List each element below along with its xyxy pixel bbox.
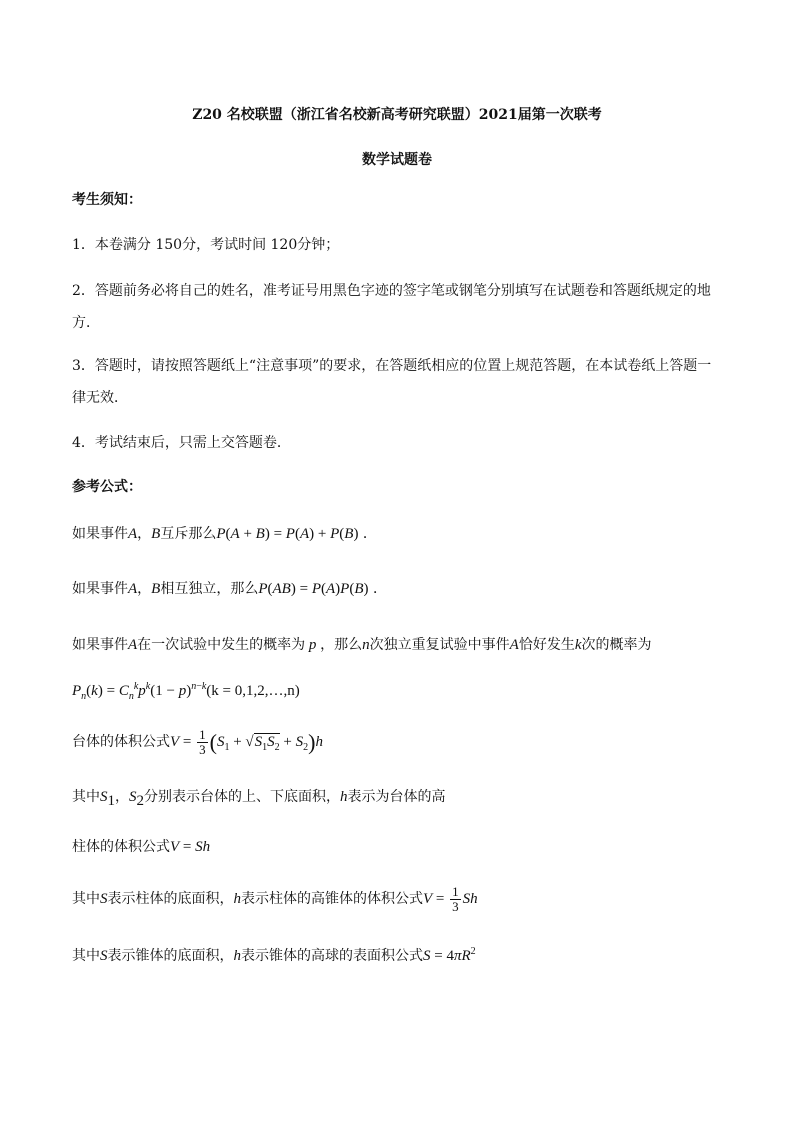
formula-8-prefix: 其中: [72, 890, 100, 907]
area-s: S: [100, 948, 108, 964]
formula-3-c: ，那么: [320, 637, 363, 653]
formula-2-mid: 相互独立，那么: [160, 581, 259, 597]
formula-3-a: 如果事件: [72, 637, 128, 653]
fraction-one-third: $\frac{1}{3}$: [452, 884, 459, 914]
formula-9-mid: 表示锥体的底面积，: [107, 948, 234, 964]
formula-8-end: 表示柱体的高锥体的体积公式: [241, 890, 423, 907]
notice-item-3-cont: 律无效．: [72, 390, 128, 406]
formula-8-expr: V = $\frac{1}{3}$ Sh: [423, 884, 478, 914]
area-s: S: [100, 890, 108, 907]
formula-5-prefix: 台体的体积公式: [72, 733, 170, 750]
formula-2-sep: ，: [137, 581, 152, 597]
formula-4-range: (k = 0,1,2,…,n): [206, 683, 300, 699]
height-h: h: [340, 789, 348, 805]
formula-mutually-exclusive: 如果事件A，B互斥那么P(A + B) = P(A) + P(B) ．: [72, 526, 377, 542]
count-k: k: [574, 637, 582, 653]
formula-1-expr: P(A + B) = P(A) + P(B): [216, 526, 359, 542]
formula-3-e: 恰好发生: [518, 637, 575, 653]
event-a: A: [128, 637, 138, 653]
notice-item-2-cont: 方．: [72, 315, 100, 331]
event-a: A: [128, 526, 138, 542]
formula-frustum-note: 其中$S_1$，$S_2$分别表示台体的上、下底面积，h表示为台体的高: [72, 789, 446, 809]
notice-item-3: 3．答题时，请按照答题纸上“注意事项”的要求，在答题纸相应的位置上规范答题，在本试卷纸上答题一: [72, 358, 712, 374]
area-s2: S: [129, 789, 137, 805]
formula-prism-volume: [72, 837, 210, 857]
formula-8-mid: 表示柱体的底面积，: [107, 890, 234, 907]
formula-5-expr: V = $\frac{1}{3}$ $(S_1 + √S_1S_2 + S_2)h$: [170, 727, 323, 757]
area-s1: S: [100, 789, 108, 805]
formula-9-end: 表示锥体的高球的表面积公式: [241, 948, 423, 964]
formula-1-prefix: 如果事件: [72, 526, 128, 542]
event-b: B: [151, 526, 161, 542]
formula-6-mid: 分别表示台体的上、下底面积，: [144, 789, 340, 805]
formula-7-expr: V = Sh: [170, 839, 211, 855]
formula-6-end: 表示为台体的高: [347, 789, 446, 805]
formula-frustum-volume: [72, 728, 323, 758]
fraction-one-third: $\frac{1}{3}$: [199, 727, 206, 757]
formula-independent: 如果事件A，B相互独立，那么P(AB) = P(A)P(B) ．: [72, 581, 387, 597]
exam-subtitle: 数学试题卷: [362, 152, 432, 168]
event-b: B: [151, 581, 161, 597]
formula-3-d: 次独立重复试验中事件: [369, 637, 510, 653]
formula-binomial-text: [72, 635, 652, 655]
formula-2-prefix: 如果事件: [72, 581, 128, 597]
formula-3-b: 在一次试验中发生的概率为: [137, 637, 306, 653]
formulas-heading: 参考公式：: [72, 479, 142, 495]
formula-7-prefix: 柱体的体积公式: [72, 839, 170, 855]
formula-9-prefix: 其中: [72, 948, 100, 964]
formula-2-expr: P(AB) = P(A)P(B): [258, 581, 369, 597]
formula-sphere-area: [72, 942, 476, 966]
notice-heading: 考生须知：: [72, 192, 142, 208]
notice-item-1: 1．本卷满分 150分，考试时间 120分钟；: [72, 237, 340, 253]
notice-item-4: 4．考试结束后，只需上交答题卷．: [72, 435, 291, 451]
formula-3-f: 次的概率为: [581, 637, 652, 653]
formula-1-sep: ，: [137, 526, 152, 542]
formula-9-expr: $S = 4\pi R^2$: [423, 946, 476, 964]
trials-n: n: [362, 637, 370, 653]
event-a: A: [128, 581, 138, 597]
height-h: h: [233, 890, 241, 907]
formula-1-mid: 互斥那么: [160, 526, 217, 542]
event-a: A: [509, 637, 519, 653]
exam-title: Z20 名校联盟（浙江省名校新高考研究联盟）2021届第一次联考: [192, 107, 602, 123]
formula-6-prefix: 其中: [72, 789, 100, 805]
prob-p: p: [305, 637, 321, 653]
formula-6-sep: ，: [115, 789, 129, 805]
notice-item-2: 2．答题前务必将自己的姓名，准考证号用黑色字迹的签字笔或钢笔分别填写在试题卷和答题纸规定的地: [72, 283, 711, 299]
formula-cone-volume: [72, 885, 478, 914]
formula-binomial-expr: $P_n(k) = C_n^kp^k(1 - p)^{n-k}(k$ = 0,1,2,…,n): [72, 681, 300, 702]
height-h: h: [233, 948, 241, 964]
